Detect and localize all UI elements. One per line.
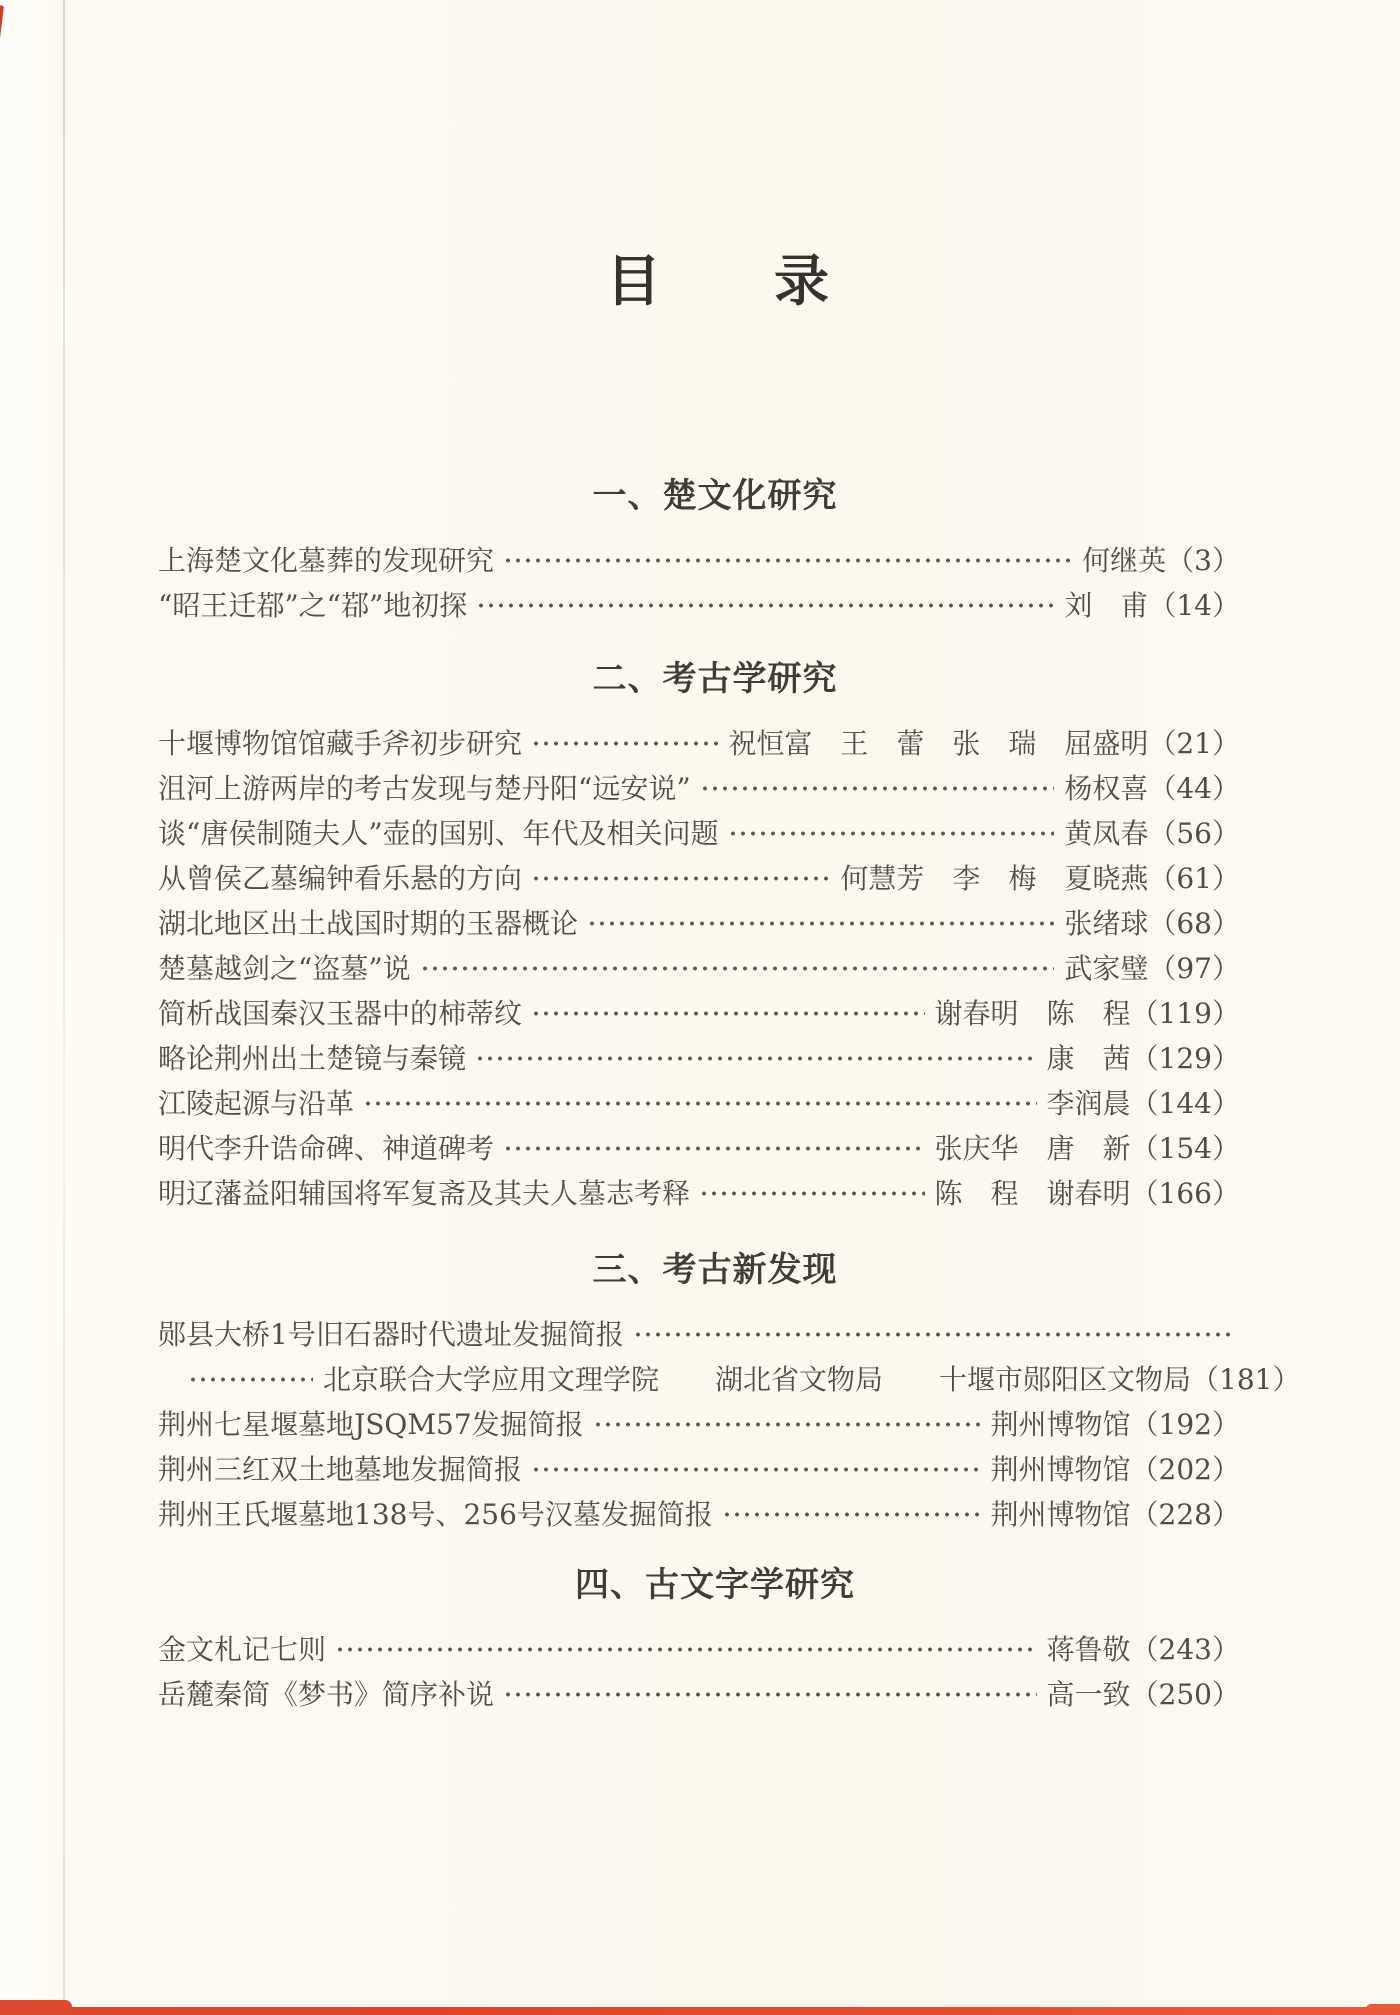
red-edge-mark-top-left [0,5,4,63]
page-crease-line [63,0,65,2015]
toc-entry [158,538,1240,583]
dot-leader [699,1171,925,1216]
section-heading: 三、考古新发现 [592,1250,838,1290]
dot-leader [722,1492,981,1537]
entry-page-number: （44） [1148,772,1240,805]
dot-leader [531,1447,981,1492]
entry-title: 岳麓秦简《梦书》简序补说 [158,1678,495,1711]
entry-page-number: （243） [1130,1633,1240,1666]
toc-entry [158,946,1240,991]
entry-authors: 荆州博物馆 [990,1498,1131,1531]
entry-title: 从曾侯乙墓编钟看乐悬的方向 [158,862,523,895]
entry-page-number: （144） [1130,1087,1240,1120]
dot-leader [503,538,1072,583]
entry-authors: 蒋鲁敬 [1046,1633,1131,1666]
toc-sections [158,476,1301,1717]
dot-leader [728,811,1055,856]
entry-authors: 祝恒富 王 蕾 张 瑞 屈盛明 [728,727,1149,760]
toc-entry [158,1627,1240,1672]
entry-authors: 张庆华 唐 新 [934,1132,1131,1165]
entry-authors: 张绪球 [1064,907,1149,940]
entry-authors: 武家璧 [1064,952,1149,985]
dot-leader [503,1672,1037,1717]
entry-title: 金文札记七则 [158,1633,327,1666]
entry-page-number: （129） [1130,1042,1240,1075]
toc-entry [158,1312,1301,1402]
toc-entry [158,766,1240,811]
entry-page-number: （166） [1130,1177,1240,1210]
entry-title: 简析战国秦汉玉器中的柿蒂纹 [158,997,523,1030]
toc-section [158,661,1240,1216]
page-title: 目 录 [605,248,830,313]
entry-page-number: （119） [1130,997,1240,1030]
entry-authors: 高一致 [1046,1678,1131,1711]
entry-authors: 陈 程 谢春明 [934,1177,1131,1210]
entry-title: 江陵起源与沿革 [158,1087,355,1120]
entry-authors: 荆州博物馆 [990,1408,1131,1441]
entry-title: 荆州王氏堰墓地138号、256号汉墓发掘简报 [158,1498,713,1531]
entry-authors: 北京联合大学应用文理学院 湖北省文物局 十堰市郧阳区文物局 [323,1363,1192,1396]
toc-section [158,1250,1301,1537]
dot-leader [363,1081,1037,1126]
red-edge-mark-bottom-left [0,2000,72,2015]
entry-page-number: （97） [1148,952,1240,985]
entry-title: 沮河上游两岸的考古发现与楚丹阳“远安说” [158,772,691,805]
entry-page-number: （154） [1130,1132,1240,1165]
section-entries [158,1312,1301,1537]
dot-leader [503,1126,925,1171]
toc-entry [158,1126,1240,1171]
table-of-contents [158,0,1301,1717]
entry-page-number: （228） [1130,1498,1240,1531]
dot-leader [531,721,718,766]
toc-section [158,1567,1240,1717]
section-heading: 四、古文字学研究 [575,1565,855,1605]
entry-authors: 何慧芳 李 梅 夏晓燕 [840,862,1149,895]
entry-title: 郧县大桥1号旧石器时代遗址发掘简报 [158,1318,624,1351]
red-edge-strip-bottom [0,2007,1400,2015]
dot-leader [420,946,1055,991]
toc-entry [158,1447,1240,1492]
entry-title: 荆州三红双土地墓地发掘简报 [158,1453,523,1486]
dot-leader [476,583,1054,628]
entry-page-number: （3） [1166,544,1240,577]
entry-title-line [158,1312,1240,1357]
entry-title: 明代李升诰命碑、神道碑考 [158,1132,495,1165]
toc-section [158,478,1240,628]
dot-leader [475,1036,1037,1081]
toc-entry [158,583,1240,628]
red-edge-mark-bottom-right [1366,2004,1400,2015]
toc-entry [158,1081,1240,1126]
entry-authors: 杨权喜 [1064,772,1149,805]
section-entries [158,721,1240,1216]
entry-authors: 康 茜 [1046,1042,1131,1075]
entry-authors: 黄凤春 [1064,817,1149,850]
entry-title: 略论荆州出土楚镜与秦镜 [158,1042,467,1075]
toc-entry [158,1036,1240,1081]
section-entries [158,1627,1240,1717]
entry-page-number: （14） [1148,589,1240,622]
toc-entry [158,901,1240,946]
entry-title: 荆州七星堰墓地JSQM57发掘简报 [158,1408,584,1441]
entry-authors: 李润晨 [1046,1087,1131,1120]
entry-page-number: （68） [1148,907,1240,940]
entry-title: 上海楚文化墓葬的发现研究 [158,544,495,577]
entry-authors: 荆州博物馆 [990,1453,1131,1486]
section-heading: 一、楚文化研究 [592,476,838,516]
toc-entry [158,856,1240,901]
entry-title: 谈“唐侯制随夫人”壶的国别、年代及相关问题 [158,817,719,850]
toc-entry [158,1492,1240,1537]
entry-title: 十堰博物馆馆藏手斧初步研究 [158,727,523,760]
dot-leader [633,1312,1230,1357]
toc-entry [158,721,1240,766]
entry-page-number: （21） [1148,727,1240,760]
dot-leader [531,991,925,1036]
entry-authors-group [323,1357,1300,1402]
entry-authors: 谢春明 陈 程 [934,997,1131,1030]
entry-authors: 何继英 [1082,544,1167,577]
dot-leader [188,1357,313,1402]
dot-leader [700,766,1055,811]
toc-entry [158,991,1240,1036]
dot-leader [335,1627,1037,1672]
entry-title: 明辽藩益阳辅国将军复斋及其夫人墓志考释 [158,1177,691,1210]
toc-entry [158,1171,1240,1216]
entry-authors: 刘 甫 [1064,589,1149,622]
entry-page-number: （61） [1148,862,1240,895]
entry-authors-line [158,1357,1301,1402]
entry-page-number: （202） [1130,1453,1240,1486]
entry-page-number: （192） [1130,1408,1240,1441]
entry-page-number: （250） [1130,1678,1240,1711]
dot-leader [531,856,830,901]
entry-title: 楚墓越剑之“盗墓”说 [158,952,411,985]
section-heading: 二、考古学研究 [592,659,838,699]
dot-leader [587,901,1054,946]
entry-title: 湖北地区出土战国时期的玉器概论 [158,907,579,940]
entry-title: “昭王迁鄀”之“鄀”地初探 [158,589,468,622]
toc-entry [158,811,1240,856]
entry-page-number: （56） [1148,817,1240,850]
entry-page-number: （181） [1191,1363,1301,1396]
toc-entry [158,1672,1240,1717]
section-entries [158,538,1240,628]
toc-entry [158,1402,1240,1447]
dot-leader [593,1402,981,1447]
